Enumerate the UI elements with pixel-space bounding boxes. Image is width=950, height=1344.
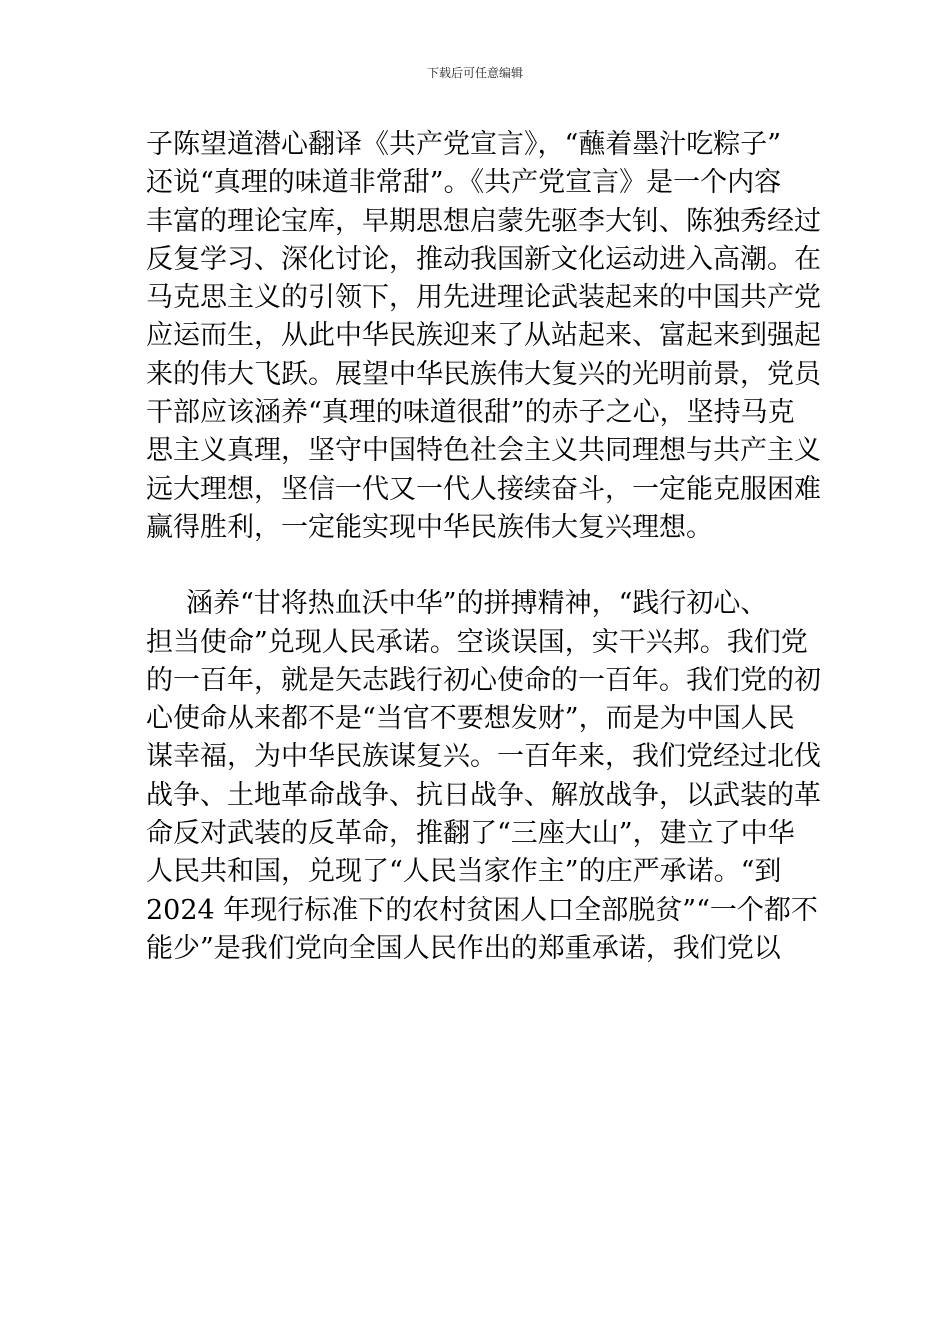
text-line: 反复学习、深化讨论，推动我国新文化运动进入高潮。在 xyxy=(146,243,821,275)
text-line: 2024 年现行标准下的农村贫困人口全部脱贫”“一个都不 xyxy=(146,894,818,926)
page-header-note: 下载后可任意编辑 xyxy=(426,66,523,80)
text-line: 涵养“甘将热血沃中华”的拼搏精神，“践行初心、 xyxy=(186,588,768,620)
text-line: 思主义真理，坚守中国特色社会主义共同理想与共产主义 xyxy=(146,435,821,467)
paragraph-2 xyxy=(146,585,821,968)
document-body xyxy=(146,126,821,968)
text-line: 远大理想，坚信一代又一代人接续奋斗，一定能克服困难 xyxy=(146,473,821,505)
text-line: 命反对武装的反革命，推翻了“三座大山”，建立了中华 xyxy=(146,818,795,850)
text-line: 谋幸福，为中华民族谋复兴。一百年来，我们党经过北伐 xyxy=(146,741,821,773)
text-line: 赢得胜利，一定能实现中华民族伟大复兴理想。 xyxy=(146,511,713,543)
paragraph-spacer xyxy=(146,547,806,585)
text-line: 子陈望道潜心翻译《共产党宣言》，“蘸着墨汁吃粽子” xyxy=(146,129,782,160)
text-line: 担当使命”兑现人民承诺。空谈误国，实干兴邦。我们党 xyxy=(146,626,808,658)
text-line: 马克思主义的引领下，用先进理论武装起来的中国共产党 xyxy=(146,282,821,314)
text-line: 丰富的理论宝库，早期思想启蒙先驱李大钊、陈独秀经过 xyxy=(146,205,821,237)
text-line: 应运而生，从此中华民族迎来了从站起来、富起来到强起 xyxy=(146,320,821,352)
text-line: 的一百年，就是矢志践行初心使命的一百年。我们党的初 xyxy=(146,664,821,696)
text-line: 人民共和国，兑现了“人民当家作主”的庄严承诺。“到 xyxy=(146,856,782,888)
text-line: 来的伟大飞跃。展望中华民族伟大复兴的光明前景，党员 xyxy=(146,358,821,390)
text-line: 干部应该涵养“真理的味道很甜”的赤子之心，坚持马克 xyxy=(146,397,795,429)
text-line: 战争、土地革命战争、抗日战争、解放战争，以武装的革 xyxy=(146,779,821,811)
text-line: 能少”是我们党向全国人民作出的郑重承诺，我们党以 xyxy=(146,932,781,964)
paragraph-1 xyxy=(146,126,821,547)
text-line: 还说“真理的味道非常甜”。《共产党宣言》是一个内容 xyxy=(146,167,782,199)
text-line: 心使命从来都不是“当官不要想发财”，而是为中国人民 xyxy=(146,703,795,735)
